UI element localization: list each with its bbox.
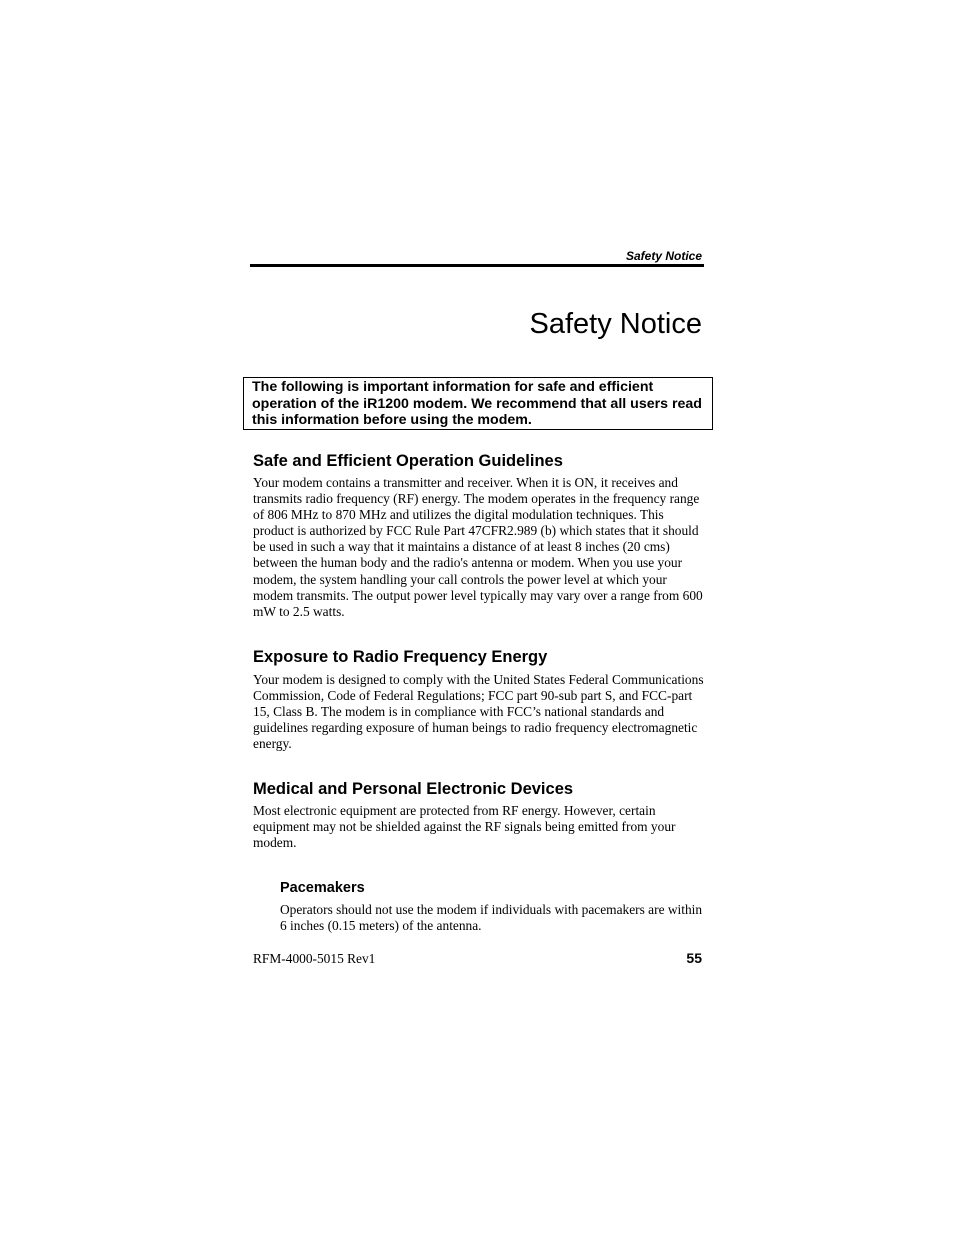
subsection-body-pacemakers: Operators should not use the modem if individuals with pacemakers are within 6 inches (0.15 meters) of the antenna.: [280, 902, 703, 934]
page-title: Safety Notice: [529, 308, 702, 340]
running-header: Safety Notice: [625, 249, 702, 263]
section-heading-safe-operation: Safe and Efficient Operation Guidelines: [253, 452, 563, 470]
footer-page-number: 55: [686, 950, 702, 966]
section-body-safe-operation: Your modem contains a transmitter and receiver. When it is ON, it receives and transmits radio frequency (RF) energy. The modem operates in the frequency range of 806 MHz to 870 MHz and utilizes the digital modulation techniques. This product is authorized by FCC Rule Part 47CFR2.989 (b) which states that it should be used in such a way that it maintains a distance of at least 8 inches (20 cms) between the human body and the radio's antenna or modem. When you use your modem, the system handling your call controls the power level at which your modem transmits. The output power level typically may vary over a range from 600 mW to 2.5 watts.: [253, 475, 703, 619]
header-rule: [250, 264, 704, 267]
important-notice-box: The following is important information for safe and efficient operation of the iR1200 modem. We recommend that all users read this information before using the modem.: [243, 377, 713, 430]
footer-document-number: RFM-4000-5015 Rev1: [253, 951, 376, 966]
section-heading-medical-devices: Medical and Personal Electronic Devices: [253, 780, 574, 798]
section-body-rf-exposure: Your modem is designed to comply with the United States Federal Communications Commission, Code of Federal Regulations; FCC part 90-sub part S, and FCC-part 15, Class B. The modem is in compliance with FCC’s national standards and guidelines regarding exposure of human beings to radio frequency electromagnetic energy.: [253, 672, 704, 752]
section-body-medical-devices: Most electronic equipment are protected from RF energy. However, certain equipment may not be shielded against the RF signals being emitted from your modem.: [253, 803, 676, 851]
section-heading-rf-exposure: Exposure to Radio Frequency Energy: [253, 648, 548, 666]
subsection-heading-pacemakers: Pacemakers: [280, 880, 365, 896]
